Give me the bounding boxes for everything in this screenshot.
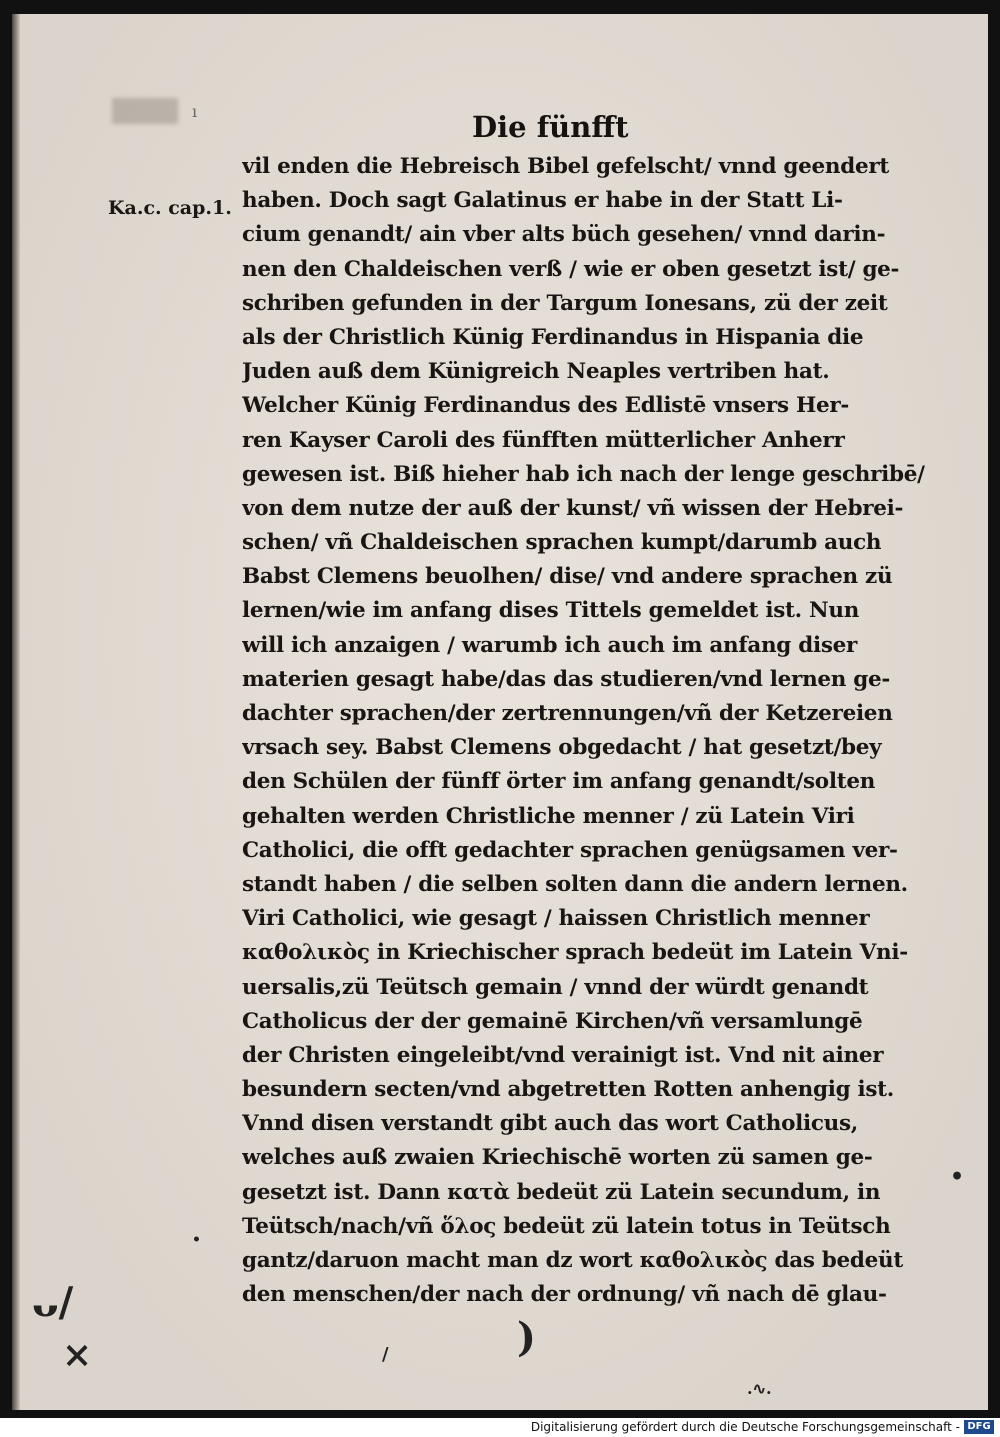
text-line: welches auß zwaien Kriechischē worten zü samen ge- (242, 1145, 873, 1171)
ink-smudge (112, 98, 178, 124)
scan-mark: × (62, 1334, 93, 1376)
text-line: haben. Doch sagt Galatinus er habe in der Statt Li- (242, 188, 843, 214)
text-line: besundern secten/vnd abgetretten Rotten anhengig ist. (242, 1077, 894, 1103)
dfg-logo: DFG (964, 1420, 994, 1434)
text-line: Teütsch/nach/vñ ὅλος bedeüt zü latein totus in Teütsch (242, 1213, 891, 1239)
text-line: Catholicus der der gemainē Kirchen/vñ versamlungē (242, 1008, 863, 1034)
text-line: will ich anzaigen / warumb ich auch im anfang diser (242, 632, 858, 658)
text-line: gewesen ist. Biß hieher hab ich nach der lenge geschribē/ (242, 461, 925, 487)
text-line: schen/ vñ Chaldeischen sprachen kumpt/darumb auch (242, 530, 882, 556)
text-line: den Schülen der fünff örter im anfang genandt/solten (242, 769, 876, 795)
scan-mark: .∿. (747, 1379, 772, 1398)
ink-mark: ı (192, 102, 198, 121)
book-page (12, 14, 988, 1410)
text-line: Catholici, die offt gedachter sprachen genügsamen ver- (242, 837, 898, 863)
scan-mark: • (192, 1232, 201, 1248)
text-line: schriben gefunden in der Targum Ionesans, zü der zeit (242, 290, 888, 316)
text-line: Babst Clemens beuolhen/ dise/ vnd andere sprachen zü (242, 564, 893, 590)
text-line: standt haben / die selben solten dann die andern lernen. (242, 871, 908, 897)
text-line: nen den Chaldeischen verß / wie er oben gesetzt ist/ ge- (242, 256, 900, 282)
text-line: dachter sprachen/der zertrennungen/vñ der Ketzereien (242, 701, 893, 726)
text-line: Juden auß dem Künigreich Neaples vertriben hat. (242, 359, 830, 385)
scan-mark: • (950, 1164, 965, 1190)
text-line: Welcher Künig Ferdinandus des Edlistē vnsers Her- (242, 393, 849, 419)
running-head: Die fünfft (472, 110, 629, 144)
scan-mark: / (382, 1344, 389, 1365)
text-line: gehalten werden Christliche menner / zü Latein Viri (242, 803, 855, 829)
text-line: als der Christlich Künig Ferdinandus in Hispania die (242, 324, 864, 350)
text-line: Vnnd disen verstandt gibt auch das wort Catholicus, (242, 1111, 858, 1137)
page-gutter-shadow (12, 14, 20, 1410)
text-line: uersalis,zü Teütsch gemain / vnnd der würdt genandt (242, 974, 869, 1000)
text-line: materien gesagt habe/das das studieren/vnd lernen ge- (242, 666, 891, 692)
text-line: den menschen/der nach der ordnung/ vñ nach dē glau- (242, 1282, 887, 1308)
scan-mark: ) (517, 1314, 536, 1361)
footer-credit: Digitalisierung gefördert durch die Deutsche Forschungsgemeinschaft - (530, 1420, 960, 1434)
text-line: καθολικὸς in Kriechischer sprach bedeüt im Latein Vni- (242, 940, 908, 966)
text-line: Viri Catholici, wie gesagt / haissen Christlich menner (242, 906, 870, 932)
margin-note: Ka.c. cap.1. (108, 197, 232, 219)
text-line: von dem nutze der auß der kunst/ vñ wissen der Hebrei- (242, 495, 904, 521)
body-text (242, 150, 952, 1312)
scan-mark: ᴗ/ (32, 1279, 74, 1326)
text-line: vrsach sey. Babst Clemens obgedacht / hat gesetzt/bey (242, 735, 882, 761)
text-line: gesetzt ist. Dann κατὰ bedeüt zü Latein secundum, in (242, 1179, 881, 1205)
footer-bar (0, 1418, 1000, 1437)
text-line: ren Kayser Caroli des fünfften mütterlicher Anherr (242, 427, 845, 453)
text-line: vil enden die Hebreisch Bibel gefelscht/ vnnd geendert (242, 154, 890, 179)
text-line: cium genandt/ ain vber alts büch gesehen/ vnnd darin- (242, 222, 886, 248)
text-line: lernen/wie im anfang dises Tittels gemeldet ist. Nun (242, 598, 860, 624)
text-line: der Christen eingeleibt/vnd verainigt ist. Vnd nit ainer (242, 1042, 884, 1068)
text-line: gantz/daruon macht man dz wort καθολικὸς das bedeüt (242, 1248, 903, 1273)
